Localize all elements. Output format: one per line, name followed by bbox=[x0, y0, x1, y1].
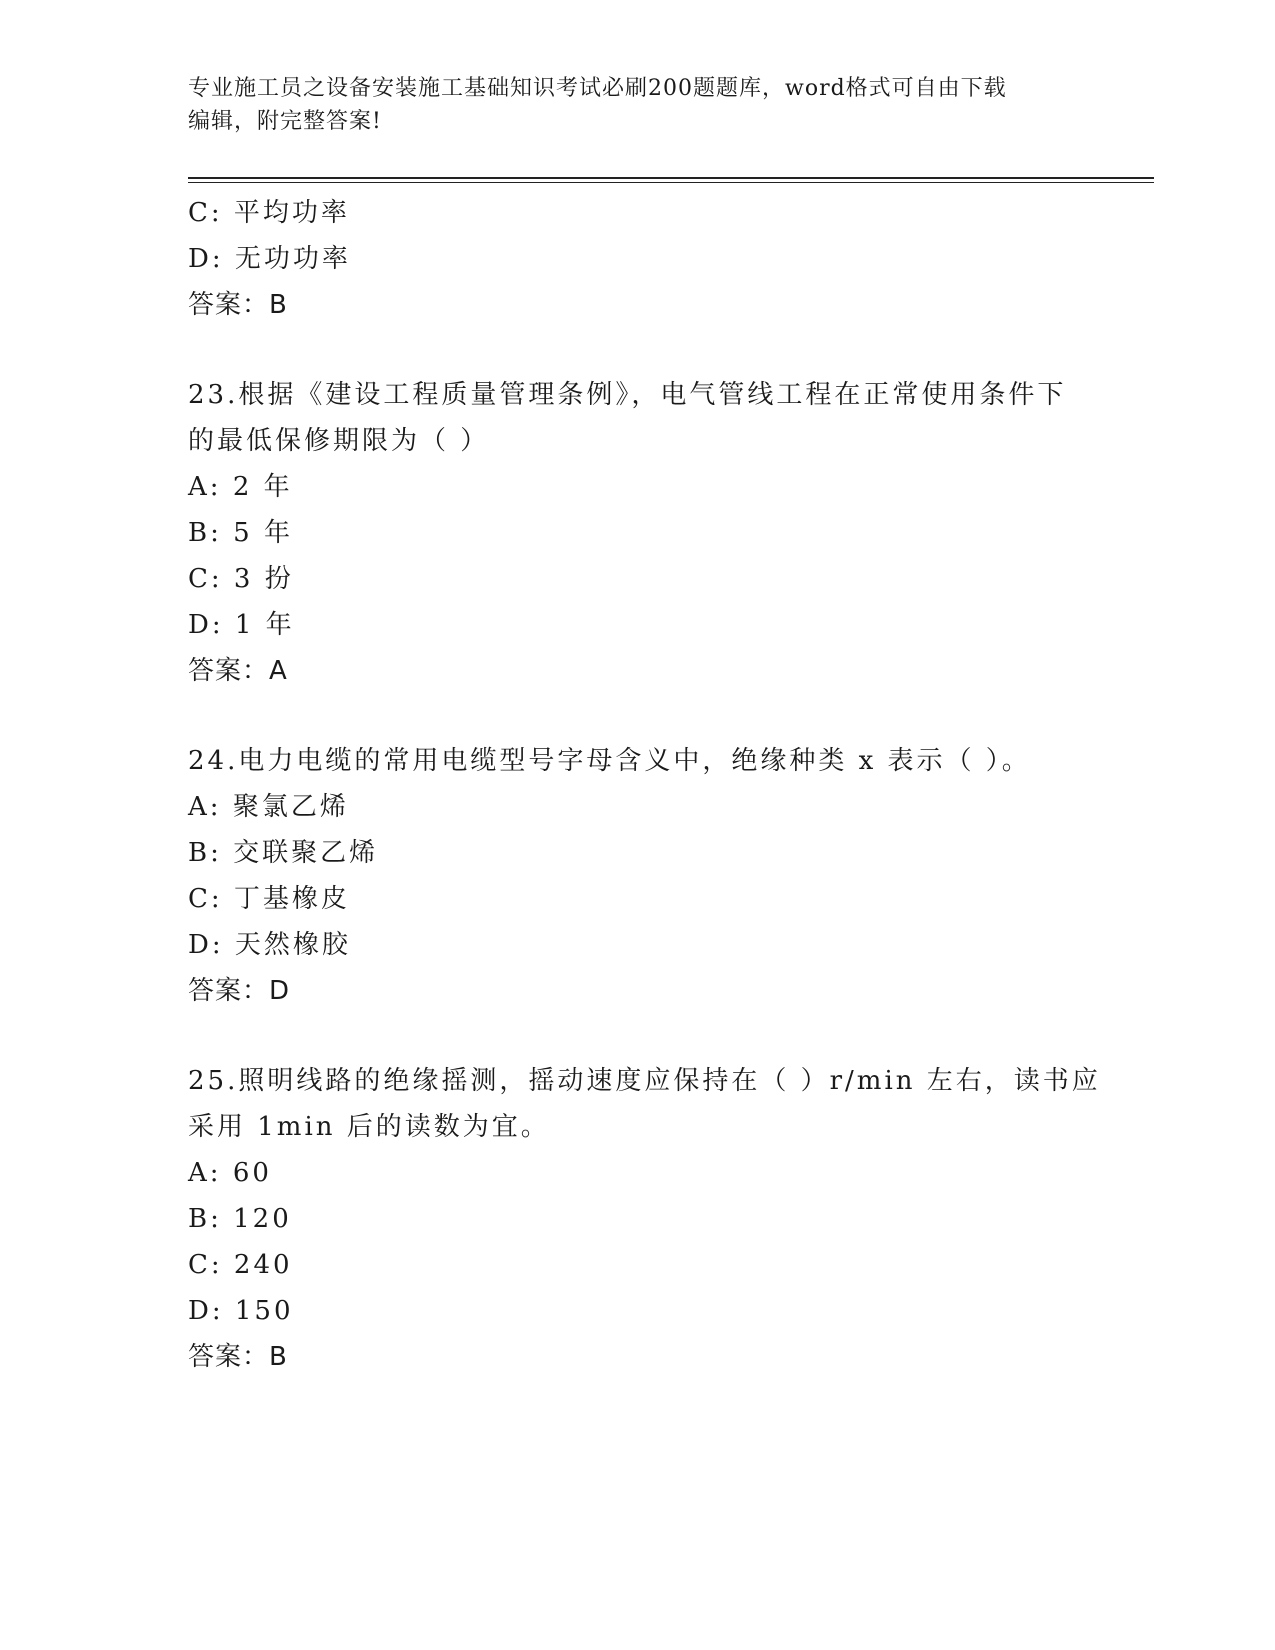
answer-line bbox=[188, 282, 1088, 328]
option-text: 天然橡胶 bbox=[234, 930, 351, 960]
option-text: 平均功率 bbox=[233, 198, 350, 228]
answer-line bbox=[188, 648, 1088, 694]
option-text: 60 bbox=[232, 1158, 272, 1188]
option-text: 3 扮 bbox=[233, 564, 294, 594]
option-d bbox=[188, 922, 1088, 968]
option-c bbox=[188, 1242, 1088, 1288]
answer-value: D bbox=[269, 976, 291, 1006]
option-text: 2 年 bbox=[232, 472, 293, 502]
option-c bbox=[188, 190, 1088, 236]
option-b bbox=[188, 830, 1088, 876]
option-d bbox=[188, 602, 1088, 648]
question-stem: 23.根据《建设工程质量管理条例》，电气管线工程在正常使用条件下 bbox=[188, 380, 1067, 410]
option-text: 聚氯乙烯 bbox=[232, 792, 349, 822]
answer-label: 答案： bbox=[188, 1342, 270, 1372]
option-c bbox=[188, 556, 1088, 602]
option-letter: C: bbox=[188, 564, 223, 594]
header-line-2: 编辑，附完整答案! bbox=[188, 109, 382, 134]
option-text: 150 bbox=[234, 1296, 294, 1326]
option-a bbox=[188, 784, 1088, 830]
option-d bbox=[188, 236, 1088, 282]
answer-label: 答案： bbox=[188, 976, 270, 1006]
answer-value: A bbox=[269, 656, 288, 686]
answer-line bbox=[188, 1334, 1088, 1380]
header-divider bbox=[188, 177, 1154, 179]
question-stem-continued: 采用 1min 后的读数为宜。 bbox=[188, 1112, 550, 1142]
option-b bbox=[188, 510, 1088, 556]
question-stem: 24.电力电缆的常用电缆型号字母含义中，绝缘种类 x 表示（ ）。 bbox=[188, 746, 1031, 776]
option-letter: B: bbox=[188, 838, 222, 868]
question-23 bbox=[188, 372, 1088, 694]
option-a bbox=[188, 464, 1088, 510]
option-letter: D: bbox=[188, 930, 224, 960]
question-25 bbox=[188, 1058, 1101, 1380]
option-text: 1 年 bbox=[234, 610, 295, 640]
option-letter: D: bbox=[188, 610, 224, 640]
answer-value: B bbox=[269, 290, 288, 320]
option-text: 无功功率 bbox=[234, 244, 351, 274]
continued-question bbox=[188, 190, 1088, 328]
option-text: 丁基橡皮 bbox=[233, 884, 350, 914]
question-content bbox=[188, 190, 1101, 1380]
option-letter: C: bbox=[188, 1250, 223, 1280]
question-stem-continued: 的最低保修期限为（ ） bbox=[188, 426, 490, 456]
option-text: 5 年 bbox=[233, 518, 293, 548]
header-line-1: 专业施工员之设备安装施工基础知识考试必刷200题题库，word格式可自由下载 bbox=[188, 76, 1007, 101]
page-header bbox=[188, 72, 1088, 138]
option-a bbox=[188, 1150, 1088, 1196]
answer-line bbox=[188, 968, 1088, 1014]
option-letter: B: bbox=[188, 1204, 222, 1234]
option-letter: A: bbox=[188, 792, 222, 822]
option-text: 交联聚乙烯 bbox=[233, 838, 379, 868]
question-stem: 25.照明线路的绝缘摇测，摇动速度应保持在（ ）r/min 左右，读书应 bbox=[188, 1066, 1101, 1096]
option-letter: D: bbox=[188, 244, 224, 274]
question-24 bbox=[188, 738, 1088, 1014]
answer-label: 答案： bbox=[188, 290, 270, 320]
option-letter: D: bbox=[188, 1296, 224, 1326]
option-b bbox=[188, 1196, 1088, 1242]
option-text: 120 bbox=[233, 1204, 292, 1234]
option-d bbox=[188, 1288, 1088, 1334]
option-letter: B: bbox=[188, 518, 222, 548]
option-letter: C: bbox=[188, 884, 223, 914]
option-text: 240 bbox=[233, 1250, 293, 1280]
option-letter: A: bbox=[188, 1158, 222, 1188]
option-letter: A: bbox=[188, 472, 222, 502]
answer-value: B bbox=[269, 1342, 288, 1372]
option-c bbox=[188, 876, 1088, 922]
option-letter: C: bbox=[188, 198, 223, 228]
answer-label: 答案： bbox=[188, 656, 270, 686]
